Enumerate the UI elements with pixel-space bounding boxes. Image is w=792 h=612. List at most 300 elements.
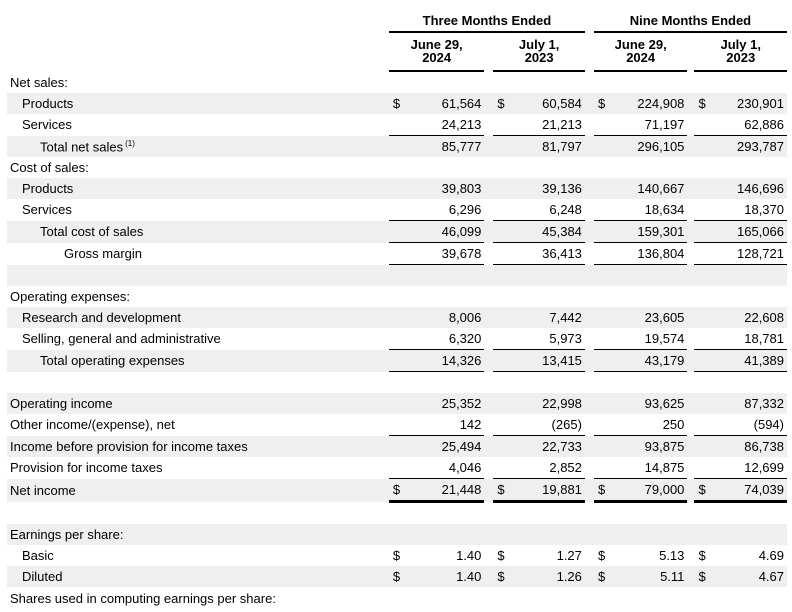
value-text: 22,998 [542, 396, 582, 411]
value-cell [493, 328, 584, 350]
value-cell-inner [594, 202, 687, 217]
value-cell [389, 545, 484, 566]
value-text: 224,908 [637, 96, 685, 111]
value-cell [389, 157, 484, 178]
column-gap [585, 436, 594, 458]
value-cell [594, 93, 687, 114]
value-cell-inner [389, 202, 484, 217]
row-label-text: Products [22, 96, 74, 111]
table-row [7, 221, 787, 243]
value-cell [594, 178, 687, 199]
currency-symbol: $ [497, 548, 505, 563]
spacer-cell [7, 265, 787, 287]
value-cell [493, 199, 584, 221]
value-cell [594, 545, 687, 566]
value-cell [493, 436, 584, 458]
row-label-text: Provision for income taxes [10, 460, 163, 476]
row-label-text: Net income [10, 482, 76, 498]
value-cell [694, 545, 787, 566]
table-row [7, 436, 787, 458]
value-cell [389, 178, 484, 199]
value-text: 21,213 [542, 117, 582, 132]
value-text: 93,625 [644, 396, 685, 411]
value-cell [594, 136, 687, 158]
value-text: 13,415 [542, 353, 582, 368]
column-gap [687, 136, 694, 158]
value-text: 46,099 [441, 224, 482, 239]
value-cell [389, 457, 484, 479]
table-row [7, 243, 787, 265]
date-column-header [694, 32, 787, 71]
value-text: 293,787 [737, 139, 784, 154]
value-text: 18,370 [744, 202, 784, 217]
value-text: 81,797 [542, 139, 582, 154]
row-label-text: Gross margin [64, 246, 143, 261]
value-cell-inner [493, 548, 584, 563]
value-cell-inner [694, 331, 787, 346]
row-label [7, 157, 389, 178]
row-label [7, 587, 389, 612]
value-cell-inner [594, 548, 687, 563]
column-gap [484, 221, 493, 243]
row-label [7, 350, 389, 372]
value-text: 159,301 [637, 224, 685, 239]
value-cell [594, 524, 687, 545]
column-gap [687, 350, 694, 372]
value-cell [694, 71, 787, 93]
corner-cell [7, 9, 389, 32]
value-cell [694, 436, 787, 458]
row-label-text: Services [22, 202, 72, 218]
value-cell-inner [694, 202, 787, 217]
value-cell-inner [493, 482, 584, 497]
column-gap [585, 199, 594, 221]
value-cell-inner [694, 139, 787, 154]
row-label [7, 545, 389, 566]
value-cell [493, 93, 584, 114]
table-row [7, 328, 787, 350]
date-line-1: June 29, [410, 36, 463, 52]
column-gap [585, 9, 594, 32]
row-label-text: Total operating expenses [40, 353, 185, 368]
value-cell [389, 524, 484, 545]
value-cell [594, 436, 687, 458]
value-cell [594, 286, 687, 307]
value-text: 128,721 [737, 246, 784, 261]
value-cell [389, 393, 484, 414]
value-text: 140,667 [637, 181, 685, 196]
currency-symbol: $ [597, 569, 606, 584]
value-cell-inner [694, 310, 787, 325]
row-label [7, 71, 389, 93]
spacer-row [7, 502, 787, 525]
value-text: 7,442 [549, 310, 582, 325]
value-cell [493, 178, 584, 199]
column-gap [585, 243, 594, 265]
row-label-text: Net sales: [10, 74, 68, 90]
value-text: 74,039 [744, 482, 784, 497]
column-gap [687, 414, 694, 436]
row-label [7, 566, 389, 587]
column-gap [687, 328, 694, 350]
date-line-1: July 1, [720, 36, 761, 52]
value-cell [694, 328, 787, 350]
value-text: 79,000 [644, 482, 685, 497]
table-row [7, 136, 787, 158]
column-gap [585, 545, 594, 566]
column-gap [484, 93, 493, 114]
spacer-row [7, 265, 787, 287]
value-cell [389, 286, 484, 307]
value-cell [694, 524, 787, 545]
value-cell-inner [694, 246, 787, 261]
value-cell [493, 71, 584, 93]
value-cell [694, 587, 787, 612]
table-row [7, 199, 787, 221]
period-group-header: Nine Months Ended [594, 9, 787, 32]
column-gap [484, 350, 493, 372]
value-cell-inner [694, 224, 787, 239]
value-text: 23,605 [644, 310, 685, 325]
value-text: 14,326 [441, 353, 482, 368]
value-cell [594, 566, 687, 587]
value-cell [493, 545, 584, 566]
column-gap [687, 393, 694, 414]
row-label [7, 414, 389, 436]
column-gap [687, 457, 694, 479]
value-text: 5.13 [659, 548, 685, 563]
value-cell [694, 414, 787, 436]
table-row [7, 587, 787, 612]
table-row [7, 71, 787, 93]
value-cell-inner [594, 439, 687, 454]
value-cell-inner [493, 96, 584, 111]
value-text: 60,584 [542, 96, 582, 111]
currency-symbol: $ [597, 482, 606, 497]
row-label-text: Total net sales [40, 138, 124, 154]
value-cell [389, 350, 484, 372]
value-text: 19,881 [542, 482, 582, 497]
row-label-text: Other income/(expense), net [10, 417, 175, 433]
value-cell [493, 587, 584, 612]
financial-table [7, 9, 787, 612]
value-cell [694, 479, 787, 502]
column-gap [687, 93, 694, 114]
column-gap [687, 114, 694, 136]
value-cell-inner [389, 460, 484, 475]
value-cell-inner [594, 224, 687, 239]
column-gap [585, 393, 594, 414]
value-cell [389, 328, 484, 350]
currency-symbol: $ [698, 96, 706, 111]
table-row [7, 286, 787, 307]
row-label [7, 243, 389, 265]
value-cell-inner [493, 569, 584, 584]
value-text: 250 [662, 417, 685, 432]
value-cell [594, 307, 687, 328]
table-row [7, 479, 787, 502]
value-cell-inner [493, 331, 584, 346]
table-row [7, 566, 787, 587]
row-label [7, 328, 389, 350]
value-cell [493, 157, 584, 178]
table-row [7, 307, 787, 328]
row-label [7, 199, 389, 221]
value-cell-inner [594, 353, 687, 368]
value-text: 2,852 [549, 460, 582, 475]
value-cell-inner [389, 396, 484, 411]
row-label [7, 221, 389, 243]
value-text: 39,678 [441, 246, 482, 261]
value-cell-inner [694, 439, 787, 454]
value-text: 146,696 [737, 181, 784, 196]
row-label-text: Research and development [22, 310, 181, 325]
column-gap [585, 114, 594, 136]
value-cell-inner [694, 460, 787, 475]
value-cell [493, 479, 584, 502]
column-gap [687, 286, 694, 307]
period-group-header: Three Months Ended [389, 9, 585, 32]
value-cell [694, 114, 787, 136]
value-text: 21,448 [441, 482, 482, 497]
currency-symbol: $ [497, 569, 505, 584]
value-cell [594, 414, 687, 436]
value-cell-inner [594, 482, 687, 497]
value-cell [493, 286, 584, 307]
column-gap [484, 457, 493, 479]
table-row [7, 350, 787, 372]
value-text: 1.40 [456, 569, 482, 584]
column-gap [585, 587, 594, 612]
value-cell-inner [493, 224, 584, 239]
table-row [7, 414, 787, 436]
value-text: (594) [753, 417, 784, 432]
value-cell-inner [694, 117, 787, 132]
date-column-header [594, 32, 687, 71]
column-gap [687, 243, 694, 265]
value-cell-inner [594, 310, 687, 325]
value-cell [694, 136, 787, 158]
value-cell [594, 199, 687, 221]
date-line-2: 2024 [422, 49, 452, 65]
row-label [7, 307, 389, 328]
column-gap [687, 566, 694, 587]
value-cell [694, 566, 787, 587]
row-label [7, 393, 389, 414]
column-gap [687, 479, 694, 502]
column-gap [484, 479, 493, 502]
value-cell-inner [493, 181, 584, 196]
column-gap [484, 524, 493, 545]
column-gap [687, 178, 694, 199]
column-gap [585, 93, 594, 114]
value-cell [389, 587, 484, 612]
value-text: 14,875 [644, 460, 685, 475]
value-cell [694, 157, 787, 178]
value-cell-inner [493, 396, 584, 411]
value-cell-inner [694, 396, 787, 411]
value-cell-inner [389, 482, 484, 497]
value-cell-inner [493, 246, 584, 261]
row-label [7, 93, 389, 114]
value-cell [594, 457, 687, 479]
value-cell [493, 457, 584, 479]
value-cell [594, 221, 687, 243]
value-text: 25,494 [441, 439, 482, 454]
value-cell-inner [694, 569, 787, 584]
value-cell-inner [594, 117, 687, 132]
date-line-2: 2023 [524, 49, 554, 65]
spacer-row [7, 372, 787, 394]
value-text: 24,213 [441, 117, 482, 132]
value-text: 12,699 [744, 460, 784, 475]
table-row [7, 457, 787, 479]
value-cell [493, 221, 584, 243]
table-row [7, 393, 787, 414]
value-text: 4,046 [448, 460, 482, 475]
column-gap [484, 157, 493, 178]
row-label-text: Income before provision for income taxes [10, 438, 248, 454]
value-text: 18,634 [644, 202, 685, 217]
column-gap [687, 307, 694, 328]
column-gap [484, 307, 493, 328]
date-column-header [389, 32, 484, 71]
value-text: 6,320 [448, 331, 482, 346]
value-cell [694, 178, 787, 199]
currency-symbol: $ [698, 548, 706, 563]
table-row [7, 545, 787, 566]
value-cell-inner [389, 417, 484, 432]
corner-cell [7, 32, 389, 71]
value-cell [694, 350, 787, 372]
date-line-2: 2024 [626, 49, 656, 65]
value-text: 136,804 [637, 246, 685, 261]
column-gap [585, 350, 594, 372]
column-gap [585, 32, 594, 71]
currency-symbol: $ [698, 569, 706, 584]
column-gap [687, 71, 694, 93]
value-cell [594, 243, 687, 265]
row-label-text: Services [22, 117, 72, 133]
value-cell [493, 350, 584, 372]
value-text: 22,608 [744, 310, 784, 325]
value-text: 22,733 [542, 439, 582, 454]
column-gap [585, 457, 594, 479]
value-cell [594, 587, 687, 612]
column-gap [484, 114, 493, 136]
spacer-cell [7, 372, 787, 394]
value-cell-inner [389, 96, 484, 111]
value-text: 142 [459, 417, 482, 432]
value-cell-inner [493, 460, 584, 475]
value-text: 85,777 [441, 139, 482, 154]
column-gap [484, 393, 493, 414]
column-gap [687, 32, 694, 71]
value-cell [594, 479, 687, 502]
row-label [7, 436, 389, 458]
value-cell [389, 221, 484, 243]
date-line-1: July 1, [518, 36, 560, 52]
row-label [7, 136, 389, 158]
spacer-cell [7, 502, 787, 525]
column-gap [687, 157, 694, 178]
row-label-text: Basic [22, 548, 54, 563]
value-cell-inner [594, 569, 687, 584]
value-cell-inner [594, 181, 687, 196]
value-text: 93,875 [644, 439, 685, 454]
value-cell-inner [694, 353, 787, 368]
value-text: 5,973 [549, 331, 582, 346]
value-cell [493, 414, 584, 436]
value-cell [493, 307, 584, 328]
value-cell-inner [694, 482, 787, 497]
value-cell [694, 199, 787, 221]
column-gap [687, 524, 694, 545]
row-label-text: Cost of sales: [10, 160, 89, 175]
value-cell [389, 114, 484, 136]
value-cell-inner [389, 331, 484, 346]
value-cell-inner [694, 417, 787, 432]
value-cell [694, 243, 787, 265]
value-text: 1.26 [556, 569, 582, 584]
column-gap [687, 199, 694, 221]
table-row [7, 178, 787, 199]
column-gap [687, 436, 694, 458]
column-gap [484, 32, 493, 71]
row-label [7, 286, 389, 307]
column-gap [585, 566, 594, 587]
value-cell [493, 566, 584, 587]
value-cell-inner [694, 181, 787, 196]
value-cell [493, 114, 584, 136]
column-gap [585, 414, 594, 436]
value-cell [694, 221, 787, 243]
column-gap [484, 328, 493, 350]
value-text: 6,248 [549, 202, 582, 217]
row-label-text: Shares used in computing earnings per share: [10, 591, 276, 606]
value-cell-inner [594, 139, 687, 154]
row-label [7, 524, 389, 545]
column-gap [585, 479, 594, 502]
row-label [7, 479, 389, 502]
value-text: 86,738 [744, 439, 784, 454]
row-label-text: Operating income [10, 396, 113, 411]
column-gap [484, 286, 493, 307]
row-label-text: Operating expenses: [10, 289, 130, 304]
value-cell [493, 393, 584, 414]
date-header-row [7, 32, 787, 71]
row-label-text: Selling, general and administrative [22, 331, 221, 347]
value-cell [389, 71, 484, 93]
value-text: 4.67 [758, 569, 784, 584]
column-gap [484, 71, 493, 93]
value-text: 230,901 [737, 96, 784, 111]
value-cell-inner [594, 417, 687, 432]
value-cell-inner [594, 331, 687, 346]
value-cell-inner [389, 117, 484, 132]
value-cell [594, 71, 687, 93]
value-cell-inner [389, 439, 484, 454]
period-group-header-row [7, 9, 787, 32]
column-gap [484, 587, 493, 612]
value-cell-inner [694, 96, 787, 111]
value-cell [389, 436, 484, 458]
value-cell-inner [389, 353, 484, 368]
row-label-text: Earnings per share: [10, 527, 124, 542]
column-gap [687, 221, 694, 243]
value-cell-inner [493, 353, 584, 368]
value-cell [389, 566, 484, 587]
